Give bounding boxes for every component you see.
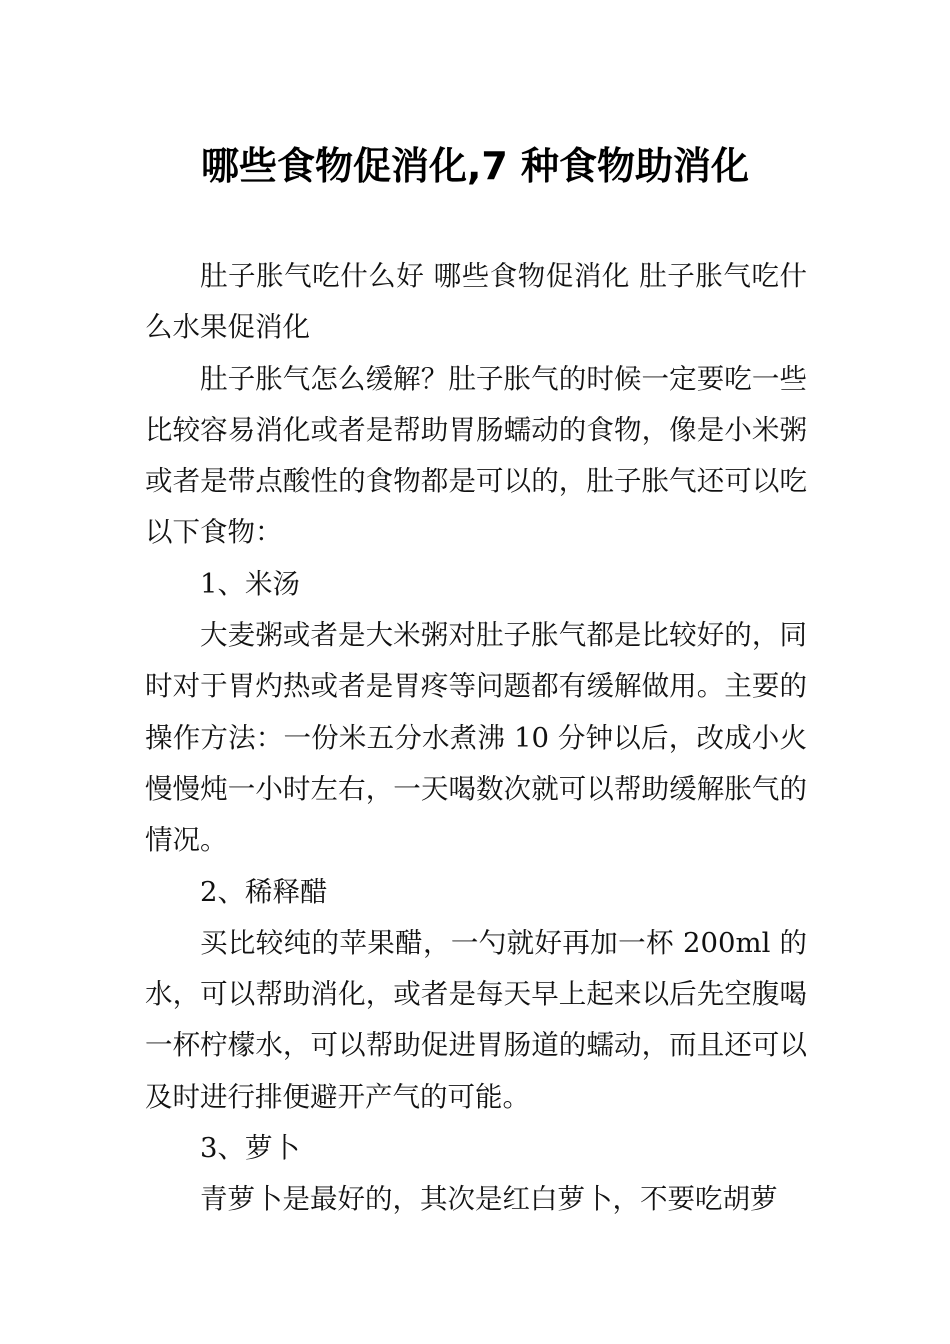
heading-radish: 3、萝卜 — [200, 1132, 300, 1165]
paragraph-bloating-relief: 肚子胀气怎么缓解？肚子胀气的时候一定要吃一些比较容易消化或者是帮助胃肠蠕动的食物，像是小米粥或者是带点酸性的食物都是可以的，肚子胀气还可以吃以下食物： — [145, 362, 807, 549]
heading-rice-soup: 1、米汤 — [200, 567, 300, 600]
paragraph-diluted-vinegar: 买比较纯的苹果醋，一勺就好再加一杯 200ml 的水，可以帮助消化，或者是每天早上起来以后先空腹喝一杯柠檬水，可以帮助促进胃肠道的蠕动，而且还可以及时进行排便避开产气的可能。 — [145, 926, 807, 1113]
heading-diluted-vinegar: 2、稀释醋 — [200, 875, 328, 908]
paragraph-radish: 青萝卜是最好的，其次是红白萝卜，不要吃胡萝 — [200, 1183, 778, 1216]
paragraph-rice-soup: 大麦粥或者是大米粥对肚子胀气都是比较好的，同时对于胃灼热或者是胃疼等问题都有缓解做用。主要的操作方法：一份米五分水煮沸 10 分钟以后，改成小火慢慢炖一小时左右，一天喝数次就可以帮助缓解胀气的情况。 — [145, 619, 807, 857]
document-body — [145, 251, 807, 1226]
document-title: 哪些食物促消化,7 种食物助消化 — [200, 144, 750, 188]
paragraph-intro-keywords: 肚子胀气吃什么好 哪些食物促消化 肚子胀气吃什么水果促消化 — [145, 260, 807, 344]
